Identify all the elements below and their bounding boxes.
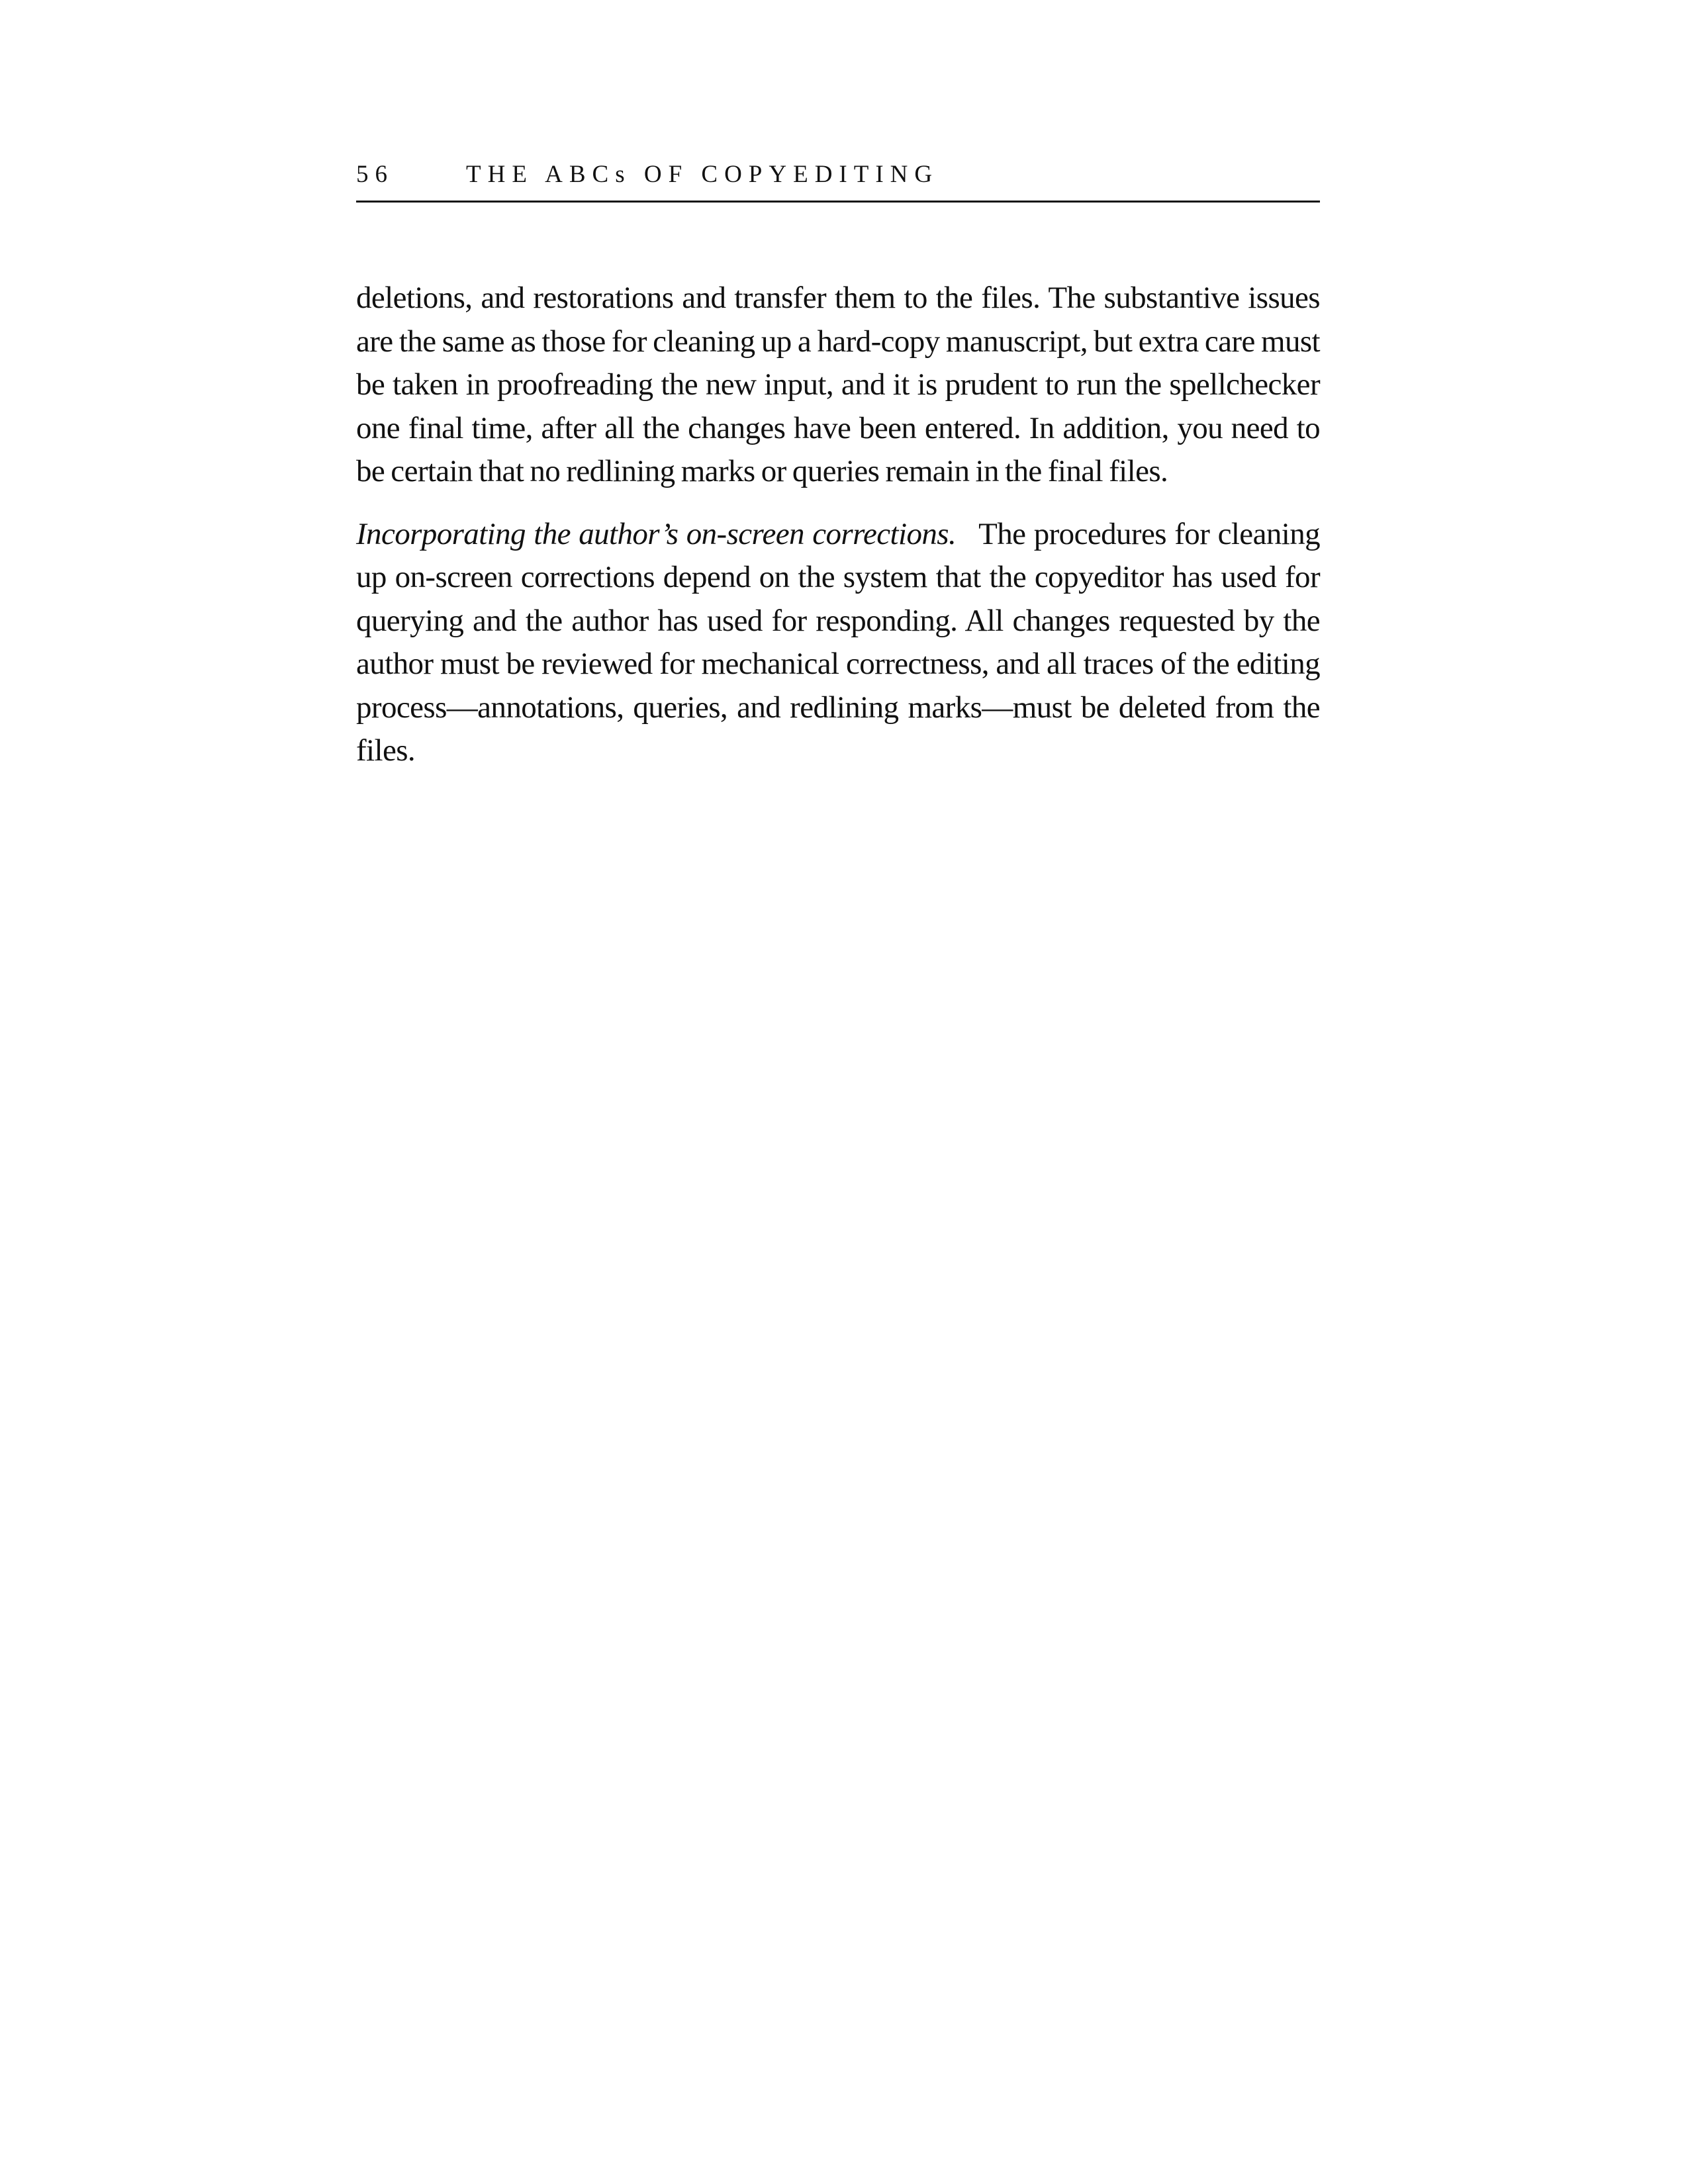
paragraph-author-corrections <box>356 513 1320 773</box>
run-in-heading: Incorporating the author’s on-screen corrections. <box>356 516 957 551</box>
paragraph-continuation: deletions, and restorations and transfer them to the files. The substantive issues are the same as those for cleaning up a hard-copy manuscript, but extra care must be taken in proofreading the new input, and it is prudent to run the spellchecker one final time, after all the changes have been entered. In addition, you need to be certain that no redlining marks or queries remain in the final files. <box>356 281 1320 488</box>
body-text <box>356 277 1320 792</box>
running-head <box>356 156 1320 203</box>
paragraph-text: The procedures for cleaning up on-screen corrections depend on the system that the copyeditor has used for querying and the author has used for responding. All changes requested by the author must be reviewed for mechanical correctness, and all traces of the editing process—annotations, queries, and redlining marks—must be deleted from the files. <box>356 516 1320 768</box>
running-title: THE ABCs OF COPYEDITING <box>466 161 939 188</box>
page-number: 56 <box>356 161 394 188</box>
